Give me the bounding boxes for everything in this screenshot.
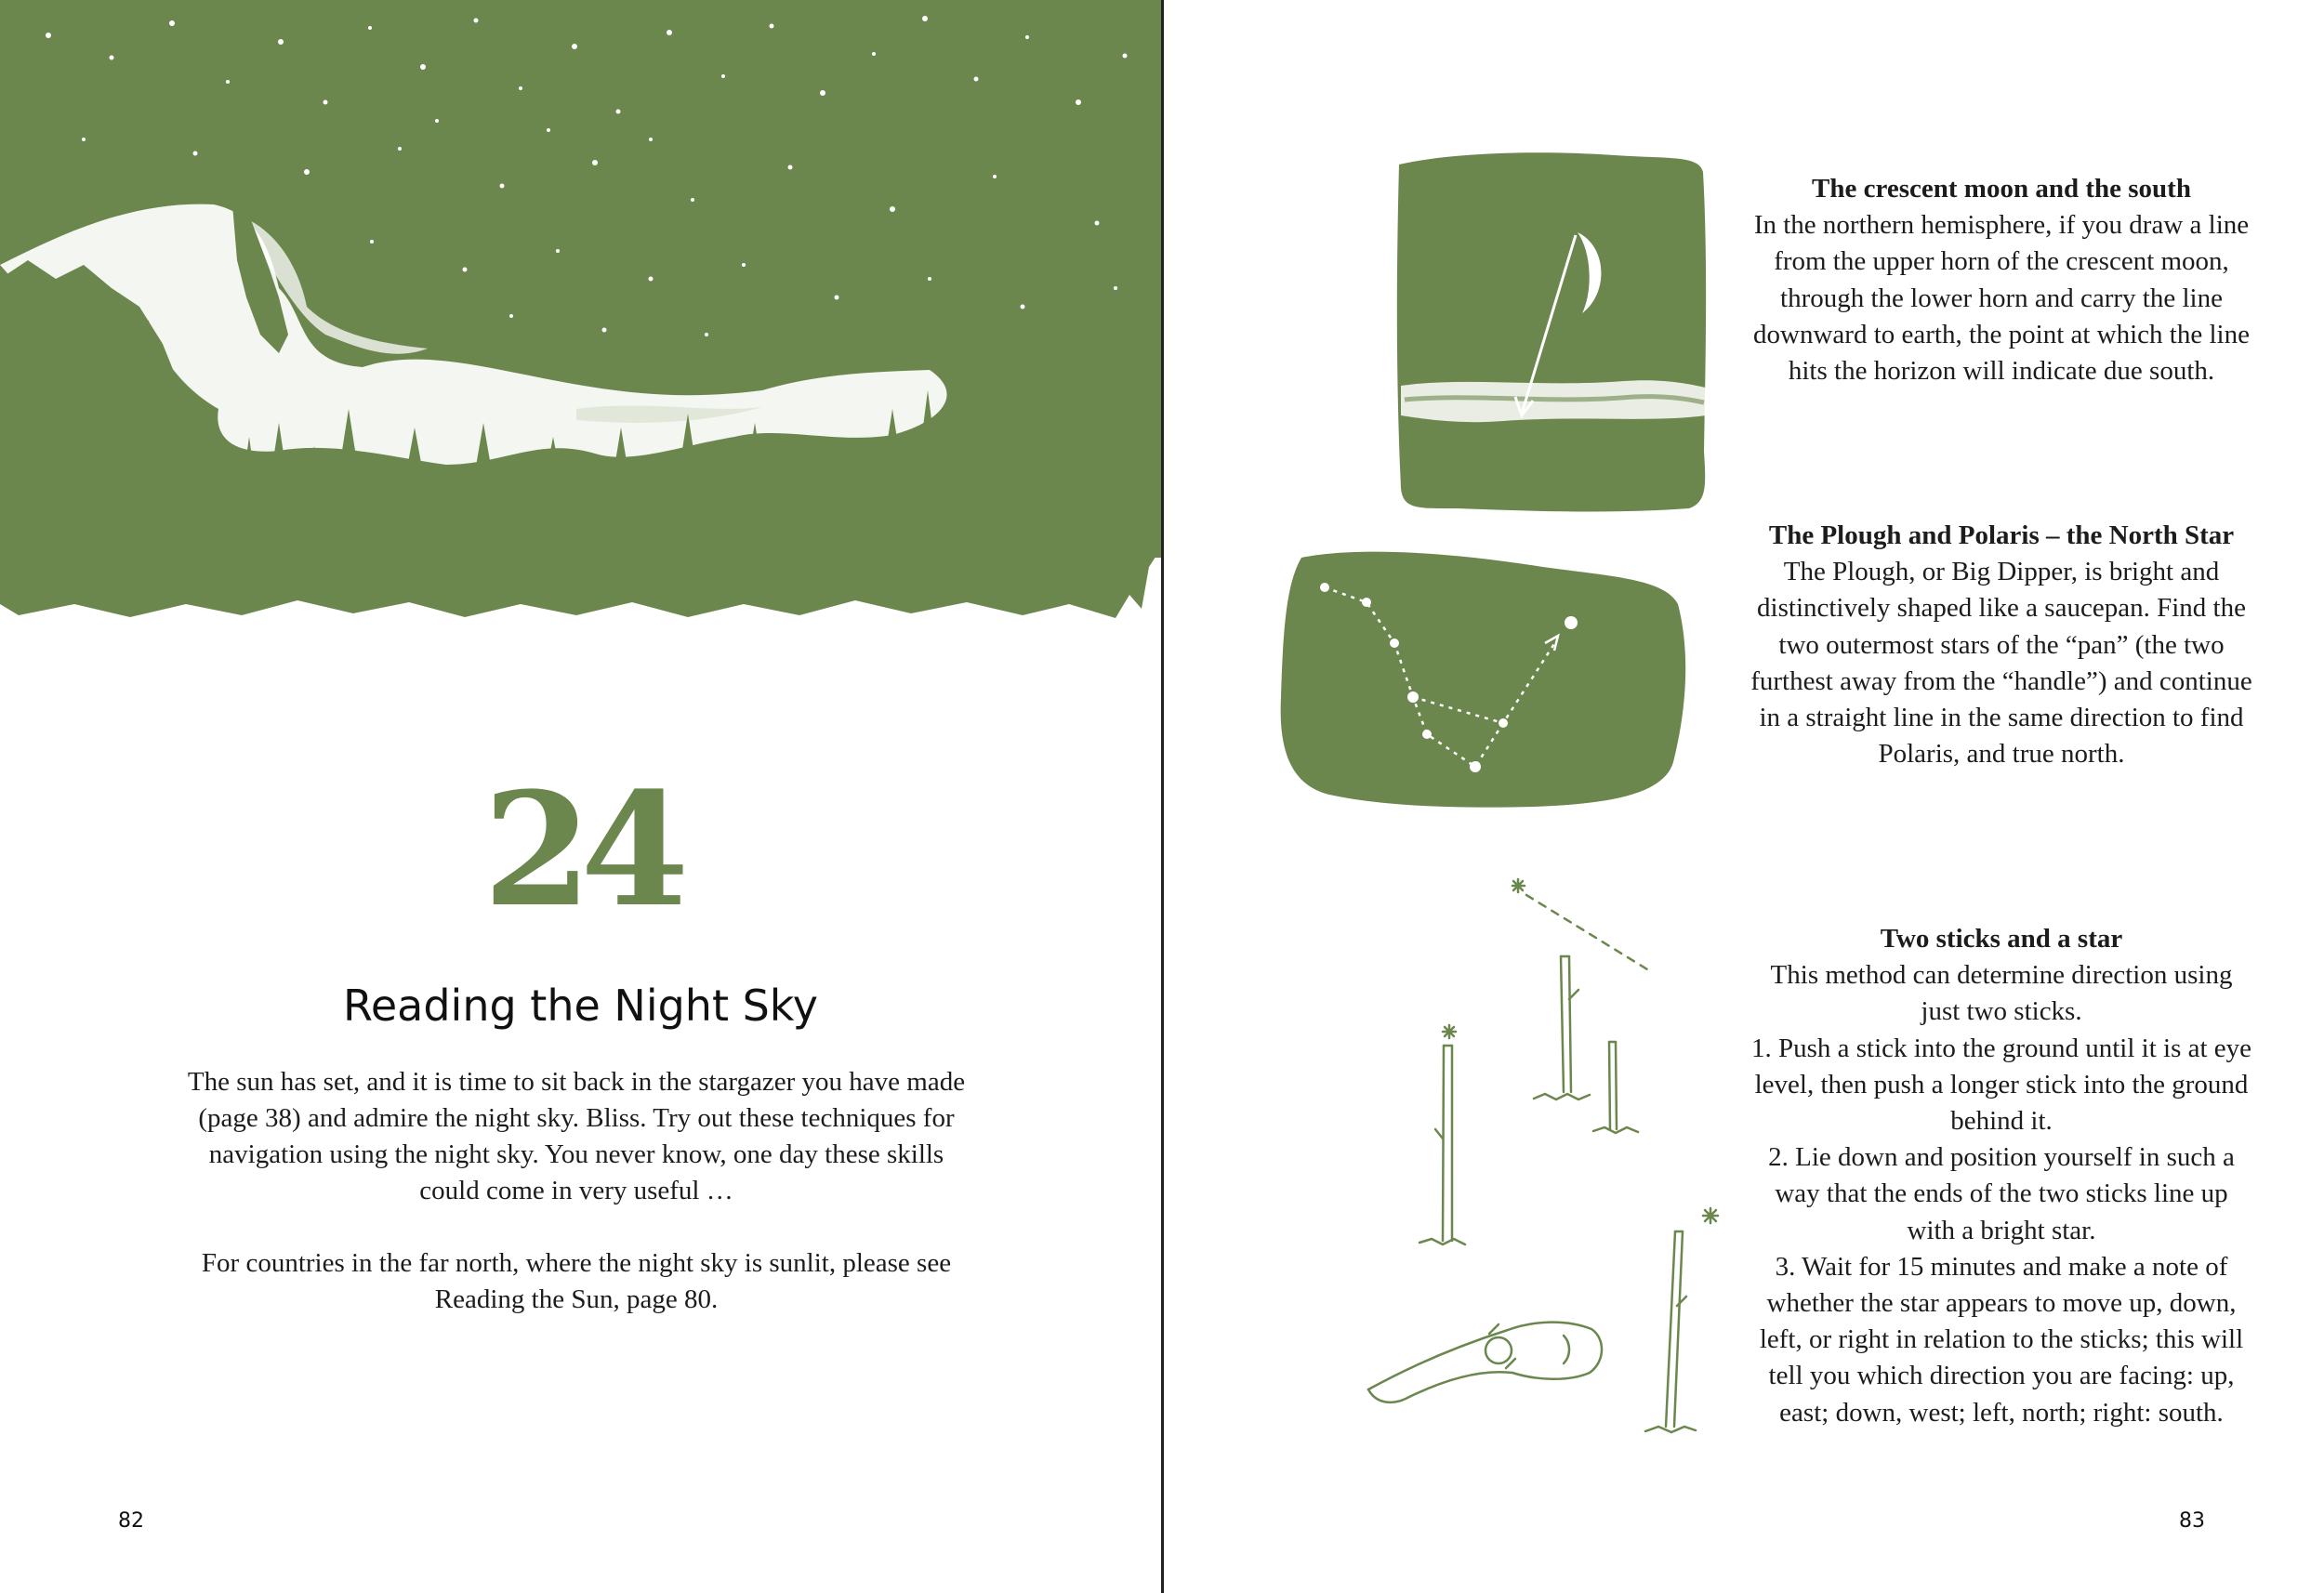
tip-heading: The crescent moon and the south bbox=[1812, 174, 2191, 204]
tip-step: 1. Push a stick into the ground until it is at eye level, then push a longer stick into the ground behind it. bbox=[1750, 1033, 2252, 1137]
plough-constellation-icon bbox=[1274, 539, 1692, 818]
two-sticks-star-illustration bbox=[1350, 860, 1740, 1464]
night-forest-illustration bbox=[0, 0, 1161, 632]
chapter-title: Reading the Night Sky bbox=[342, 981, 819, 1031]
tip-crescent-moon bbox=[1750, 171, 2252, 389]
tip-two-sticks bbox=[1750, 921, 2252, 1431]
crescent-moon-icon bbox=[1392, 144, 1712, 516]
tip-step: 2. Lie down and position yourself in such a way that the ends of the two sticks line up with a bright star. bbox=[1768, 1142, 2235, 1245]
tip-body: In the northern hemisphere, if you draw a line from the upper horn of the crescent moon, through the lower horn and carry the line downward to earth, the point at which the line hits the horizon will indicate due south. bbox=[1753, 210, 2250, 387]
tip-heading: The Plough and Polaris – the North Star bbox=[1768, 520, 2235, 550]
wristwatch-icon bbox=[1483, 1335, 1514, 1366]
tip-step: 3. Wait for 15 minutes and make a note of whether the star appears to move up, down, left, or right in relation to the sticks; this will tell you which direction you are facing: up, east; down, west; left, north; right: south. bbox=[1759, 1251, 2244, 1428]
intro-text bbox=[186, 1064, 967, 1354]
right-page bbox=[1163, 0, 2324, 1593]
tip-body: This method can determine direction using just two sticks. bbox=[1770, 960, 2233, 1027]
tip-plough-polaris bbox=[1750, 518, 2252, 772]
page-number: 82 bbox=[118, 1509, 144, 1533]
page-number: 83 bbox=[2179, 1509, 2205, 1533]
chapter-number: 24 bbox=[482, 757, 679, 941]
intro-paragraph: For countries in the far north, where the night sky is sunlit, please see Reading the Sun, page 80. bbox=[201, 1248, 952, 1314]
intro-paragraph: The sun has set, and it is time to sit back in the stargazer you have made (page 38) and admire the night sky. Bliss. Try out these techniques for navigation using the night sky. You never know, one day these skills could come in very useful … bbox=[187, 1067, 966, 1205]
tip-body: The Plough, or Big Dipper, is bright and distinctively shaped like a saucepan. Find the two outermost stars of the “pan” (the two furthest away from the “handle”) and continue in a straight line in the same direction to find Polaris, and true north. bbox=[1750, 557, 2252, 770]
tip-heading: Two sticks and a star bbox=[1880, 924, 2123, 954]
